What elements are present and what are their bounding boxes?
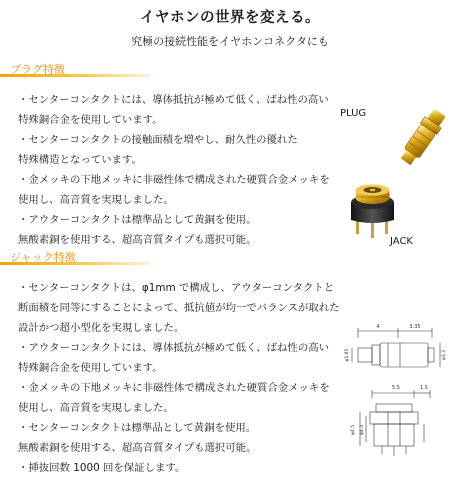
plug-features-text — [18, 90, 338, 250]
dim-bottom-top-1: 5.5 — [392, 385, 400, 391]
jack-line: ・金メッキの下地メッキに非磁性体で構成された硬質合金メッキを — [18, 382, 330, 394]
page-title: イヤホンの世界を変える。 — [140, 10, 320, 26]
dim-bottom-top-2: 1.5 — [420, 385, 428, 391]
jack-line: ・挿抜回数 1000 回を保証します。 — [18, 462, 186, 474]
dim-bottom-left-2: φ4.3 — [360, 424, 365, 436]
jack-section-heading — [0, 252, 150, 264]
plug-line: ・センターコンタクトには、導体抵抗が極めて低く、ばね性の高い — [18, 94, 329, 106]
plug-section-heading — [0, 64, 150, 76]
dim-left: φ1.85 — [345, 348, 350, 362]
dim-top-2: 3.35 — [409, 324, 421, 330]
dim-top-1: 4 — [376, 324, 380, 330]
plug-technical-drawing — [340, 318, 450, 380]
plug-line: ・センターコンタクトの接触面積を増やし、耐久性の優れた — [18, 134, 298, 146]
jack-label: JACK — [390, 236, 413, 247]
dim-right: φ3.3 — [442, 349, 447, 361]
jack-line: 設計かつ超小型化を実現しました。 — [18, 322, 185, 334]
plug-line: 無酸素銅を使用する、超高音質タイプも選択可能。 — [18, 234, 257, 246]
jack-line: ・センターコンタクトは、φ1mm で構成し、アウターコンタクトと — [18, 282, 335, 294]
plug-line: 特殊銅合金を使用しています。 — [18, 114, 163, 126]
dim-bottom-left-1: φ4.5 — [351, 424, 356, 436]
plug-line: 使用し、高音質を実現しました。 — [18, 194, 174, 206]
jack-heading-label: ジャック特徴 — [10, 251, 76, 264]
jack-technical-drawing — [340, 382, 450, 458]
jack-line: ・アウターコンタクトには、導体抵抗が極めて低く、ばね性の高い — [18, 342, 329, 354]
plug-line: 特殊構造となっています。 — [18, 154, 142, 166]
jack-line: 無酸素銅を使用する、超高音質タイプも選択可能。 — [18, 442, 257, 454]
plug-heading-label: プラグ特徴 — [10, 63, 65, 76]
plug-line: ・金メッキの下地メッキに非磁性体で構成された硬質合金メッキを — [18, 174, 330, 186]
jack-line: 特殊銅合金を使用しています。 — [18, 362, 163, 374]
page-subtitle: 究極の接続性能をイヤホンコネクタにも — [131, 35, 329, 48]
jack-line: 使用し、高音質を実現しました。 — [18, 402, 174, 414]
jack-line: 断面積を同等にすることによって、抵抗値が均一でバランスが取れた — [18, 302, 340, 314]
jack-line: ・センターコンタクトは標準品として黄銅を使用。 — [18, 422, 257, 434]
plug-label: PLUG — [340, 108, 367, 119]
jack-image — [345, 180, 400, 240]
plug-line: ・アウターコンタクトは標準品として黄銅を使用。 — [18, 214, 257, 226]
